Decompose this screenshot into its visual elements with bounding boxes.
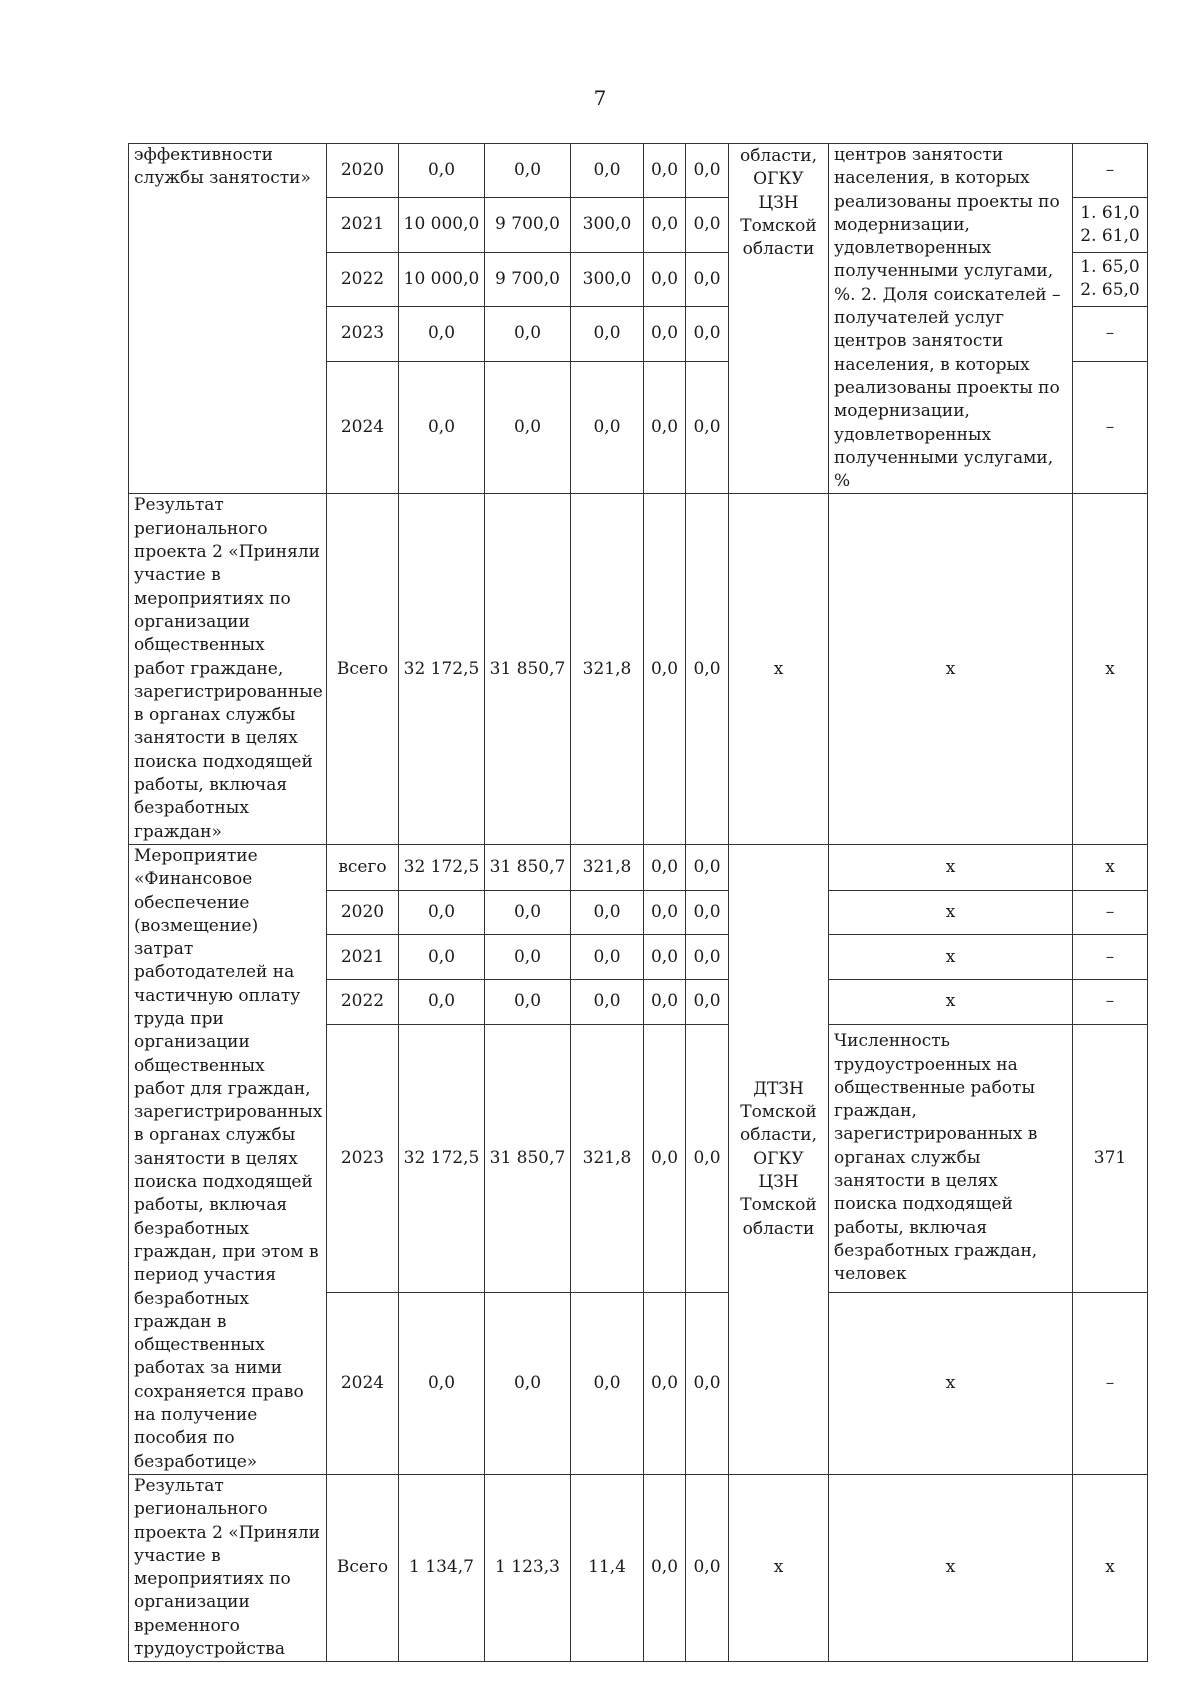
- value-cell: –: [1073, 361, 1148, 494]
- federal-cell: 1 123,3: [485, 1474, 571, 1661]
- federal-cell: 0,0: [485, 980, 571, 1025]
- total-cell: 0,0: [399, 144, 485, 198]
- value-cell: х: [1073, 494, 1148, 844]
- federal-cell: 31 850,7: [485, 494, 571, 844]
- indicator-cell: х: [829, 980, 1073, 1025]
- local-cell: 0,0: [644, 198, 686, 252]
- value-cell: 1. 65,0 2. 65,0: [1073, 252, 1148, 306]
- row-name-cell: эффективности службы занятости»: [129, 144, 327, 494]
- year-cell: Всего: [327, 494, 399, 844]
- year-cell: 2023: [327, 307, 399, 361]
- extrabudget-cell: 0,0: [686, 935, 729, 980]
- total-cell: 0,0: [399, 361, 485, 494]
- regional-cell: 0,0: [571, 1292, 644, 1474]
- year-cell: 2020: [327, 890, 399, 935]
- federal-cell: 31 850,7: [485, 1024, 571, 1292]
- indicator-cell: х: [829, 890, 1073, 935]
- federal-cell: 0,0: [485, 935, 571, 980]
- total-cell: 0,0: [399, 1292, 485, 1474]
- row-name-cell: Результат регионального проекта 2 «Приняли участие в мероприятиях по организации временного трудоустройства: [129, 1474, 327, 1661]
- extrabudget-cell: 0,0: [686, 1474, 729, 1661]
- year-cell: 2022: [327, 980, 399, 1025]
- total-cell: 0,0: [399, 980, 485, 1025]
- year-cell: 2023: [327, 1024, 399, 1292]
- table-row: [129, 144, 1148, 198]
- local-cell: 0,0: [644, 935, 686, 980]
- indicator-cell: х: [829, 494, 1073, 844]
- regional-cell: 0,0: [571, 935, 644, 980]
- extrabudget-cell: 0,0: [686, 980, 729, 1025]
- table-row: [129, 844, 1148, 890]
- total-cell: 10 000,0: [399, 198, 485, 252]
- federal-cell: 9 700,0: [485, 252, 571, 306]
- regional-cell: 0,0: [571, 980, 644, 1025]
- executor-cell: х: [729, 494, 829, 844]
- year-cell: 2024: [327, 1292, 399, 1474]
- value-cell: –: [1073, 144, 1148, 198]
- regional-cell: 0,0: [571, 307, 644, 361]
- year-cell: 2021: [327, 935, 399, 980]
- program-table: [128, 143, 1148, 1662]
- regional-cell: 0,0: [571, 361, 644, 494]
- regional-cell: 321,8: [571, 844, 644, 890]
- total-cell: 0,0: [399, 307, 485, 361]
- federal-cell: 0,0: [485, 361, 571, 494]
- executor-cell: ДТЗН Томской области, ОГКУ ЦЗН Томской области: [729, 844, 829, 1474]
- extrabudget-cell: 0,0: [686, 252, 729, 306]
- value-cell: –: [1073, 307, 1148, 361]
- total-cell: 32 172,5: [399, 844, 485, 890]
- federal-cell: 0,0: [485, 144, 571, 198]
- local-cell: 0,0: [644, 1292, 686, 1474]
- value-cell: –: [1073, 1292, 1148, 1474]
- extrabudget-cell: 0,0: [686, 844, 729, 890]
- regional-cell: 11,4: [571, 1474, 644, 1661]
- local-cell: 0,0: [644, 307, 686, 361]
- year-cell: всего: [327, 844, 399, 890]
- extrabudget-cell: 0,0: [686, 307, 729, 361]
- value-cell: –: [1073, 935, 1148, 980]
- extrabudget-cell: 0,0: [686, 494, 729, 844]
- value-cell: х: [1073, 844, 1148, 890]
- page-number: 7: [593, 86, 607, 110]
- value-cell: х: [1073, 1474, 1148, 1661]
- total-cell: 0,0: [399, 935, 485, 980]
- local-cell: 0,0: [644, 1024, 686, 1292]
- value-cell: –: [1073, 980, 1148, 1025]
- extrabudget-cell: 0,0: [686, 198, 729, 252]
- federal-cell: 9 700,0: [485, 198, 571, 252]
- indicator-cell: х: [829, 935, 1073, 980]
- indicator-cell: центров занятости населения, в которых реализованы проекты по модернизации, удовлетворенных полученными услугами, %. 2. Доля соискателей – получателей услуг центров занятости населения, в которых реализованы проекты по модернизации, удовлетворенных полученными услугами, %: [829, 144, 1073, 494]
- year-cell: 2020: [327, 144, 399, 198]
- value-cell: 1. 61,0 2. 61,0: [1073, 198, 1148, 252]
- federal-cell: 0,0: [485, 1292, 571, 1474]
- indicator-cell: х: [829, 1292, 1073, 1474]
- regional-cell: 0,0: [571, 890, 644, 935]
- local-cell: 0,0: [644, 252, 686, 306]
- local-cell: 0,0: [644, 1474, 686, 1661]
- local-cell: 0,0: [644, 144, 686, 198]
- indicator-cell: Численность трудоустроенных на общественные работы граждан, зарегистрированных в органах службы занятости в целях поиска подходящей работы, включая безработных граждан, человек: [829, 1024, 1073, 1292]
- local-cell: 0,0: [644, 980, 686, 1025]
- local-cell: 0,0: [644, 890, 686, 935]
- total-cell: 0,0: [399, 890, 485, 935]
- value-cell: –: [1073, 890, 1148, 935]
- total-cell: 1 134,7: [399, 1474, 485, 1661]
- row-name-cell: Мероприятие «Финансовое обеспечение (возмещение) затрат работодателей на частичную оплату труда при организации общественных работ для граждан, зарегистрированных в органах службы занятости в целях поиска подходящей работы, включая безработных граждан, при этом в период участия безработных граждан в общественных работах за ними сохраняется право на получение пособия по безработице»: [129, 844, 327, 1474]
- local-cell: 0,0: [644, 844, 686, 890]
- indicator-cell: х: [829, 1474, 1073, 1661]
- year-cell: 2022: [327, 252, 399, 306]
- regional-cell: 300,0: [571, 252, 644, 306]
- extrabudget-cell: 0,0: [686, 1292, 729, 1474]
- regional-cell: 321,8: [571, 1024, 644, 1292]
- local-cell: 0,0: [644, 361, 686, 494]
- extrabudget-cell: 0,0: [686, 890, 729, 935]
- extrabudget-cell: 0,0: [686, 1024, 729, 1292]
- value-cell: 371: [1073, 1024, 1148, 1292]
- federal-cell: 0,0: [485, 307, 571, 361]
- row-name-cell: Результат регионального проекта 2 «Приняли участие в мероприятиях по организации общественных работ граждане, зарегистрированные в органах службы занятости в целях поиска подходящей работы, включая безработных граждан»: [129, 494, 327, 844]
- extrabudget-cell: 0,0: [686, 144, 729, 198]
- year-cell: 2021: [327, 198, 399, 252]
- regional-cell: 0,0: [571, 144, 644, 198]
- year-cell: Всего: [327, 1474, 399, 1661]
- federal-cell: 31 850,7: [485, 844, 571, 890]
- executor-cell: х: [729, 1474, 829, 1661]
- local-cell: 0,0: [644, 494, 686, 844]
- table-row: [129, 494, 1148, 844]
- total-cell: 32 172,5: [399, 1024, 485, 1292]
- indicator-cell: х: [829, 844, 1073, 890]
- regional-cell: 321,8: [571, 494, 644, 844]
- federal-cell: 0,0: [485, 890, 571, 935]
- extrabudget-cell: 0,0: [686, 361, 729, 494]
- total-cell: 10 000,0: [399, 252, 485, 306]
- year-cell: 2024: [327, 361, 399, 494]
- executor-cell: области, ОГКУ ЦЗН Томской области: [729, 144, 829, 494]
- table-row: [129, 1474, 1148, 1661]
- regional-cell: 300,0: [571, 198, 644, 252]
- total-cell: 32 172,5: [399, 494, 485, 844]
